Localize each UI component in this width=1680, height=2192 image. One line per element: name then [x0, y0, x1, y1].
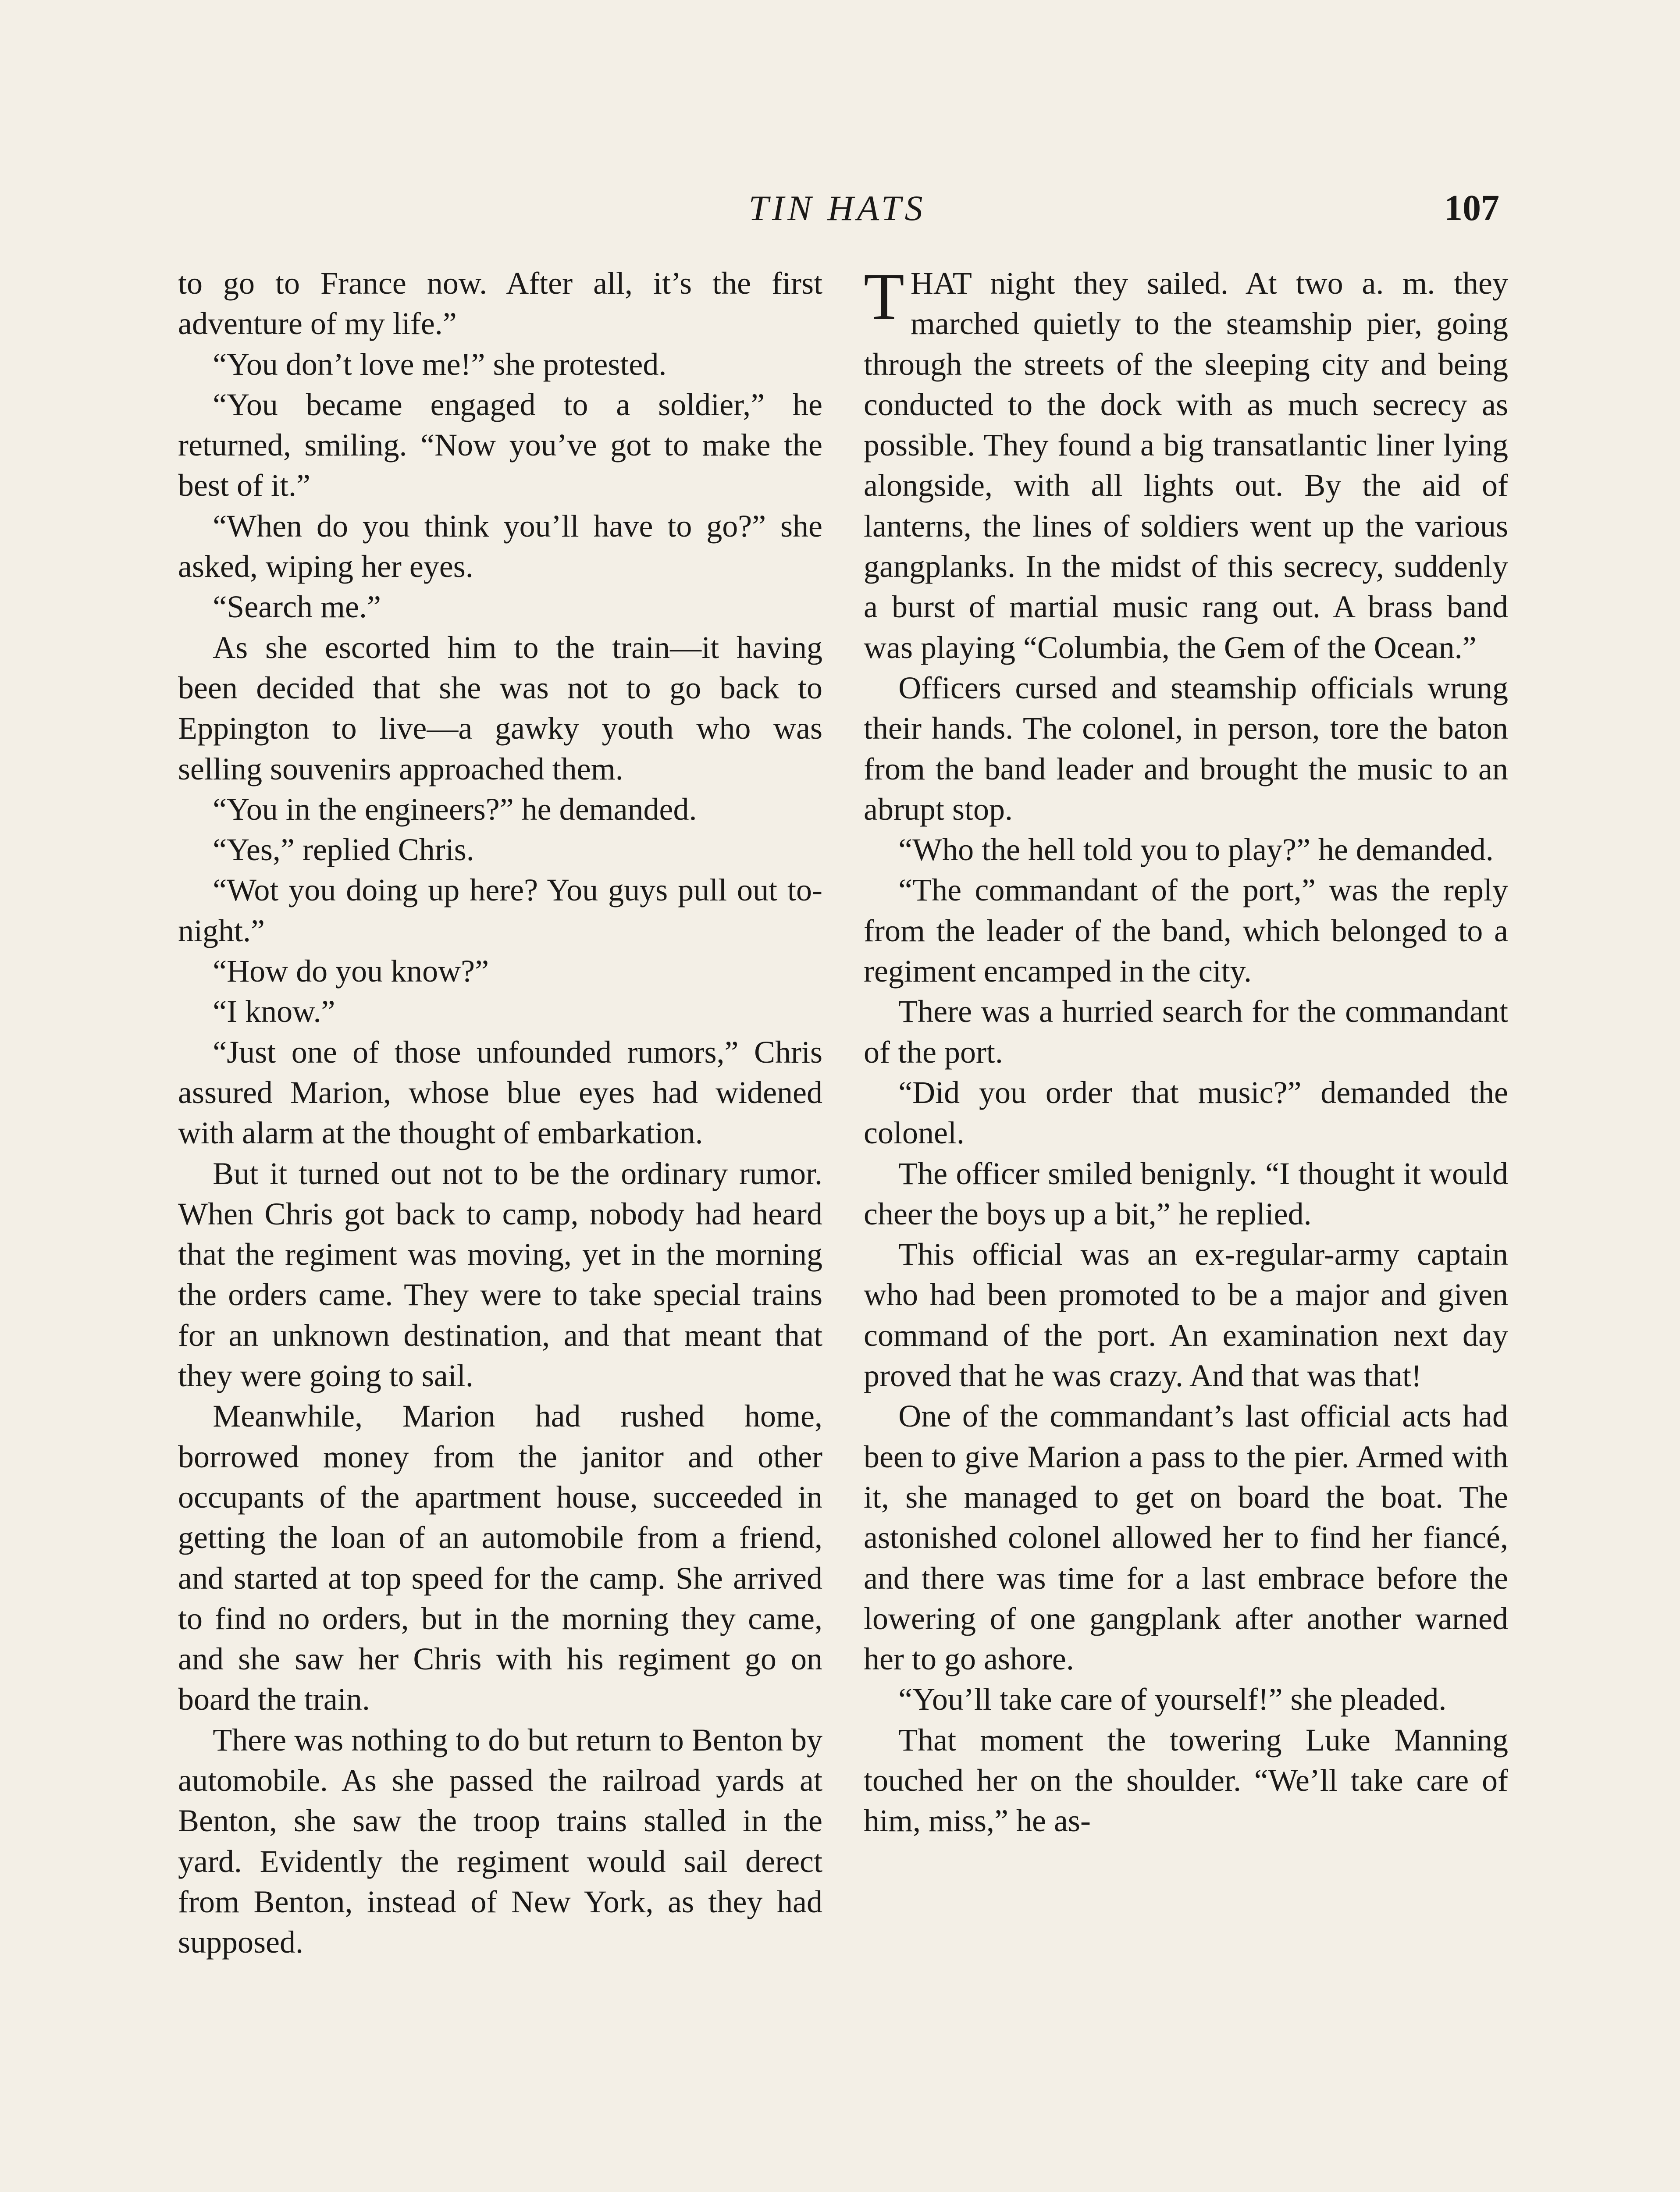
paragraph: The officer smiled benignly. “I thought it would cheer the boys up a bit,” he replied.	[864, 1156, 1508, 1231]
paragraph: “You don’t love me!” she protested.	[213, 346, 667, 382]
paragraph: “The commandant of the port,” was the reply from the leader of the band, which belonged to a regiment encamped in the city.	[864, 872, 1508, 989]
paragraph: There was nothing to do but return to Benton by automobile. As she passed the railroad yards at Benton, she saw the troop trains stalled in the yard. Evidently the regiment would sail derect from Benton, instead of New York, as they had supposed.	[178, 1722, 822, 1960]
paragraph: “You became engaged to a soldier,” he returned, smiling. “Now you’ve got to make the best of it.”	[178, 387, 822, 503]
paragraph: There was a hurried search for the commandant of the port.	[864, 994, 1508, 1070]
opening-text: HAT night they sailed. At two a. m. they marched quietly to the steamship pier, going through the streets of the sleeping city and being conducted to the dock with as much secrecy as possible. They found a big transatlantic liner lying alongside, with all lights out. By the aid of lanterns, the lines of soldiers went up the various gangplanks. In the midst of this secrecy, suddenly a burst of martial music rang out. A brass band was playing “Columbia, the Gem of the Ocean.”	[864, 266, 1508, 665]
running-head	[175, 184, 1499, 232]
paragraph: “Search me.”	[213, 589, 381, 625]
paragraph: “How do you know?”	[213, 954, 489, 989]
paragraph: Meanwhile, Marion had rushed home, borrowed money from the janitor and other occupants of the apartment house, succeeded in getting the loan of an automobile from a friend, and started at top speed for the camp. She arrived to find no orders, but in the morning they came, and she saw her Chris with his regiment go on board the train.	[178, 1398, 822, 1717]
paragraph: “Who the hell told you to play?” he demanded.	[898, 832, 1494, 868]
paragraph: “Yes,” replied Chris.	[213, 832, 474, 868]
running-title: TIN HATS	[748, 188, 926, 228]
paragraph: “You’ll take care of yourself!” she pleaded.	[898, 1682, 1447, 1717]
paragraph: “When do you think you’ll have to go?” she asked, wiping her eyes.	[178, 508, 822, 584]
page-number: 107	[1444, 188, 1499, 228]
paragraph: “Just one of those unfounded rumors,” Chris assured Marion, whose blue eyes had widened with alarm at the thought of embarkation.	[178, 1034, 822, 1151]
right-column-paragraphs	[864, 668, 1508, 1841]
right-text-column	[864, 263, 1508, 2192]
left-text-column	[178, 263, 822, 2192]
paragraph: Officers cursed and steamship officials wrung their hands. The colonel, in person, tore the baton from the band leader and brought the music to an abrupt stop.	[864, 670, 1508, 827]
paragraph: to go to France now. After all, it’s the first adventure of my life.”	[178, 266, 822, 342]
section-opening-paragraph	[864, 263, 1508, 668]
paragraph: This official was an ex-regular-army captain who had been promoted to be a major and given command of the port. An examination next day proved that he was crazy. And that was that!	[864, 1237, 1508, 1394]
paragraph: “I know.”	[213, 994, 335, 1029]
paragraph: But it turned out not to be the ordinary rumor. When Chris got back to camp, nobody had heard that the regiment was moving, yet in the morning the orders came. They were to take special trains for an unknown destination, and that meant that they were going to sail.	[178, 1156, 822, 1394]
paragraph: “Wot you doing up here? You guys pull out to-night.”	[178, 872, 822, 948]
paragraph: “You in the engineers?” he demanded.	[213, 791, 697, 827]
drop-cap: T	[864, 263, 904, 333]
paragraph: “Did you order that music?” demanded the colonel.	[864, 1075, 1508, 1151]
paragraph: One of the commandant’s last official acts had been to give Marion a pass to the pier. Armed with it, she managed to get on board the boat. The astonished colonel allowed her to find her fiancé, and there was time for a last embrace before the lowering of one gangplank after another warned her to go ashore.	[864, 1398, 1508, 1677]
paragraph: As she escorted him to the train—it having been decided that she was not to go back to Eppington to live—a gawky youth who was selling souvenirs approached them.	[178, 630, 822, 786]
paragraph: That moment the towering Luke Manning touched her on the shoulder. “We’ll take care of him, miss,” he as-	[864, 1722, 1508, 1839]
